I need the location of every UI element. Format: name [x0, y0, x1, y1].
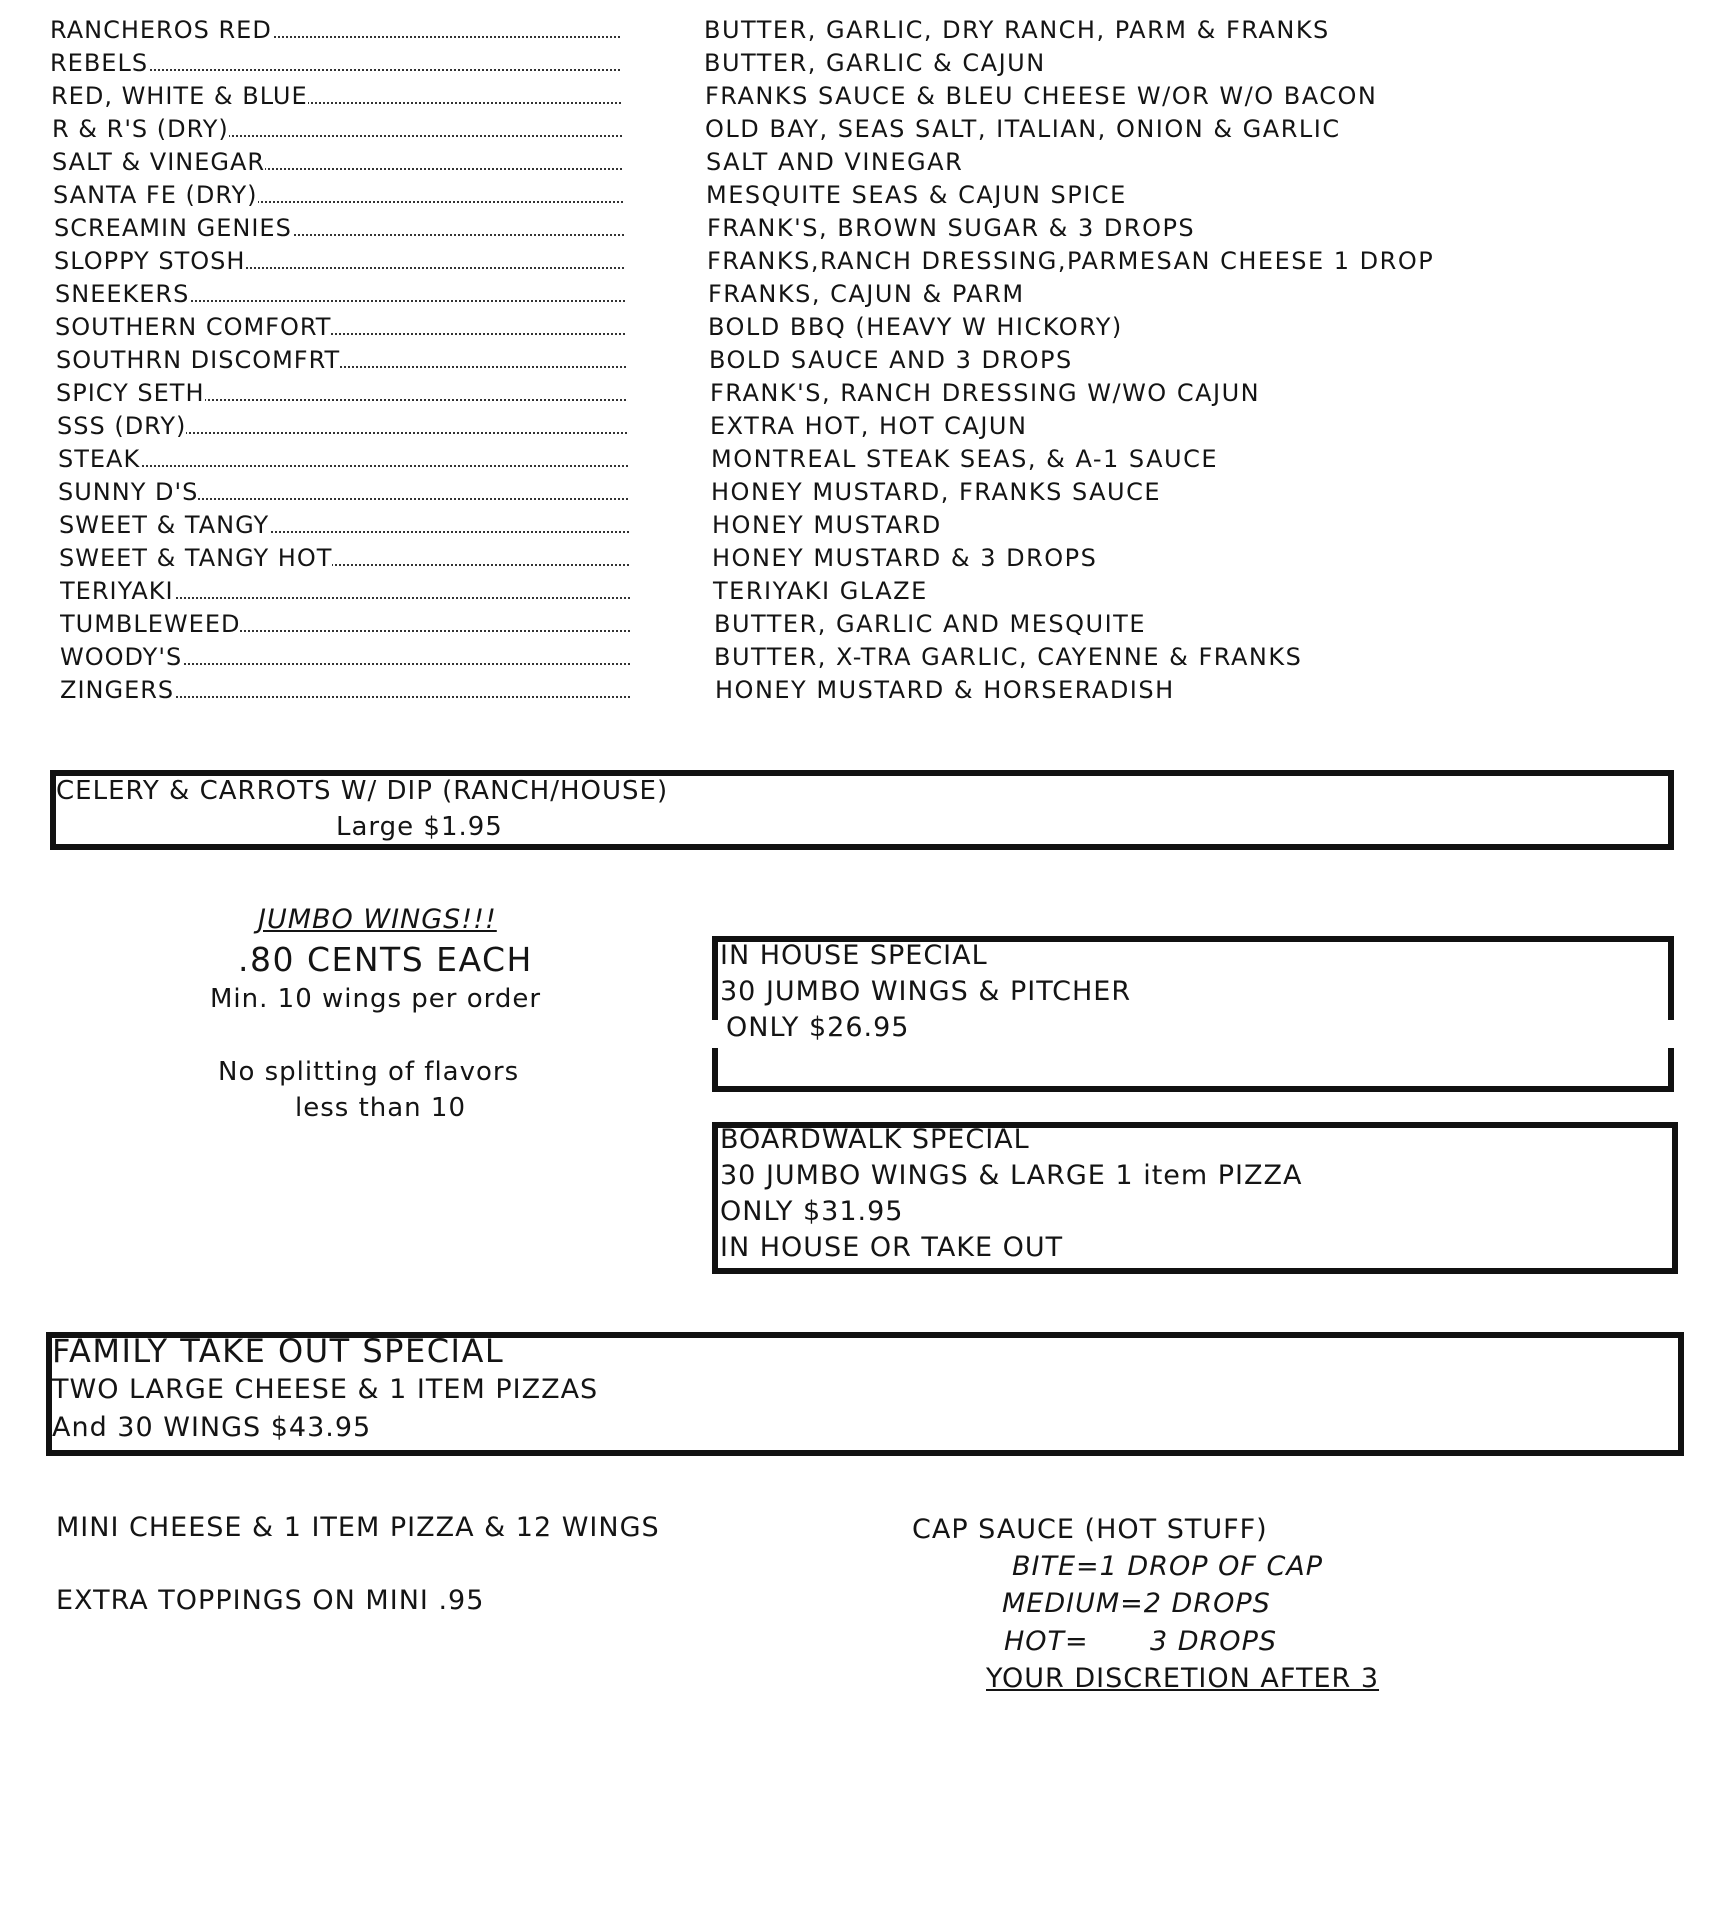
in-house-line-3: ONLY $26.95 — [726, 1012, 910, 1043]
flavor-name — [57, 410, 627, 443]
flavor-row — [0, 608, 1726, 641]
flavor-name-text: SSS (DRY) — [57, 412, 187, 440]
flavor-name-text: SLOPPY STOSH — [54, 247, 246, 275]
cap-sauce-hot-value: 3 DROPS — [1150, 1626, 1277, 1657]
flavor-row — [0, 674, 1726, 707]
flavor-row — [0, 641, 1726, 674]
in-house-line-2: 30 JUMBO WINGS & PITCHER — [720, 976, 1132, 1007]
flavor-name-text: TERIYAKI — [60, 577, 174, 605]
dot-leader — [58, 465, 628, 467]
flavor-name-text: WOODY'S — [60, 643, 183, 671]
flavor-description: BUTTER, X-TRA GARLIC, CAYENNE & FRANKS — [714, 643, 1303, 671]
flavor-description: EXTRA HOT, HOT CAJUN — [710, 412, 1028, 440]
flavor-name — [56, 377, 626, 410]
flavor-name — [50, 47, 620, 80]
flavor-description: MESQUITE SEAS & CAJUN SPICE — [706, 181, 1127, 209]
flavor-description: BUTTER, GARLIC AND MESQUITE — [714, 610, 1146, 638]
flavor-name — [59, 542, 629, 575]
flavor-description: SALT AND VINEGAR — [706, 148, 964, 176]
flavor-description: FRANKS,RANCH DRESSING,PARMESAN CHEESE 1 DROP — [707, 247, 1435, 275]
jumbo-wings-min: Min. 10 wings per order — [210, 984, 542, 1014]
cap-sauce-bite: BITE=1 DROP OF CAP — [1012, 1551, 1324, 1582]
flavor-row — [0, 245, 1726, 278]
flavor-name — [52, 146, 622, 179]
cap-sauce-discretion: YOUR DISCRETION AFTER 3 — [986, 1663, 1380, 1694]
flavor-description: FRANKS, CAJUN & PARM — [708, 280, 1025, 308]
jumbo-wings-note-2: less than 10 — [295, 1093, 467, 1123]
flavor-description: MONTREAL STEAK SEAS, & A-1 SAUCE — [711, 445, 1218, 473]
flavor-name-text: SCREAMIN GENIES — [54, 214, 292, 242]
flavor-row — [0, 542, 1726, 575]
flavor-row — [0, 344, 1726, 377]
flavor-description: BUTTER, GARLIC & CAJUN — [704, 49, 1046, 77]
mini-extra-toppings-line: EXTRA TOPPINGS ON MINI .95 — [56, 1585, 485, 1616]
flavor-name — [60, 674, 630, 707]
flavor-description: HONEY MUSTARD, FRANKS SAUCE — [711, 478, 1162, 506]
flavor-name-text: SOUTHRN DISCOMFRT — [56, 346, 341, 374]
family-line-3: And 30 WINGS $43.95 — [52, 1412, 372, 1443]
flavor-row — [0, 179, 1726, 212]
flavor-description: BOLD SAUCE AND 3 DROPS — [709, 346, 1073, 374]
in-house-special-box — [712, 936, 1674, 1092]
flavor-name — [59, 509, 629, 542]
mini-pizza-line: MINI CHEESE & 1 ITEM PIZZA & 12 WINGS — [56, 1512, 660, 1543]
flavor-name-text: R & R'S (DRY) — [52, 115, 229, 143]
jumbo-wings-price: .80 CENTS EACH — [238, 940, 533, 979]
flavor-row — [0, 47, 1726, 80]
flavor-row — [0, 311, 1726, 344]
flavor-name — [55, 278, 625, 311]
flavor-name-text: REBELS — [50, 49, 149, 77]
boardwalk-line-2: 30 JUMBO WINGS & LARGE 1 item PIZZA — [720, 1160, 1303, 1191]
flavor-name — [60, 641, 630, 674]
flavor-name-text: SALT & VINEGAR — [52, 148, 266, 176]
celery-line-1: CELERY & CARROTS W/ DIP (RANCH/HOUSE) — [56, 776, 669, 806]
flavor-description: HONEY MUSTARD & 3 DROPS — [712, 544, 1098, 572]
flavor-name — [60, 575, 630, 608]
jumbo-wings-note-1: No splitting of flavors — [218, 1057, 520, 1087]
flavor-name-text: RANCHEROS RED — [50, 16, 272, 44]
flavor-name-text: SWEET & TANGY HOT — [59, 544, 333, 572]
flavor-name — [60, 608, 630, 641]
boardwalk-line-1: BOARDWALK SPECIAL — [720, 1124, 1030, 1155]
celery-line-2: Large $1.95 — [336, 812, 503, 842]
flavor-row — [0, 212, 1726, 245]
family-line-2: TWO LARGE CHEESE & 1 ITEM PIZZAS — [52, 1374, 599, 1405]
family-special-box — [46, 1332, 1684, 1456]
flavor-name — [50, 14, 620, 47]
cap-sauce-hot-label: HOT= — [1004, 1626, 1089, 1657]
flavor-name-text: SOUTHERN COMFORT — [55, 313, 332, 341]
flavor-description: BOLD BBQ (HEAVY W HICKORY) — [708, 313, 1123, 341]
in-house-line-1: IN HOUSE SPECIAL — [720, 940, 988, 971]
flavor-description: HONEY MUSTARD — [712, 511, 942, 539]
flavor-description: BUTTER, GARLIC, DRY RANCH, PARM & FRANKS — [704, 16, 1330, 44]
cap-sauce-title: CAP SAUCE (HOT STUFF) — [912, 1514, 1268, 1545]
flavor-row — [0, 443, 1726, 476]
flavor-name — [54, 245, 624, 278]
flavor-name — [53, 179, 623, 212]
flavor-row — [0, 113, 1726, 146]
flavor-name — [58, 443, 628, 476]
flavor-description: OLD BAY, SEAS SALT, ITALIAN, ONION & GARLIC — [705, 115, 1341, 143]
flavor-name-text: STEAK — [58, 445, 141, 473]
flavor-name-text: ZINGERS — [60, 676, 175, 704]
flavor-name — [58, 476, 628, 509]
flavor-description: TERIYAKI GLAZE — [713, 577, 928, 605]
boardwalk-line-4: IN HOUSE OR TAKE OUT — [720, 1232, 1064, 1263]
flavor-row — [0, 80, 1726, 113]
flavor-row — [0, 476, 1726, 509]
flavor-row — [0, 278, 1726, 311]
flavor-name — [54, 212, 624, 245]
flavor-row — [0, 410, 1726, 443]
flavor-name — [56, 344, 626, 377]
flavor-name — [52, 113, 622, 146]
flavor-row — [0, 146, 1726, 179]
flavor-name — [51, 80, 621, 113]
flavor-description: FRANKS SAUCE & BLEU CHEESE W/OR W/O BACON — [705, 82, 1378, 110]
flavor-row — [0, 575, 1726, 608]
flavor-name-text: SNEEKERS — [55, 280, 190, 308]
boardwalk-line-3: ONLY $31.95 — [720, 1196, 904, 1227]
celery-carrots-box — [50, 770, 1674, 850]
flavor-list — [0, 14, 1726, 707]
family-line-1: FAMILY TAKE OUT SPECIAL — [52, 1332, 505, 1370]
flavor-name — [55, 311, 625, 344]
flavor-row — [0, 14, 1726, 47]
flavor-description: FRANK'S, RANCH DRESSING W/WO CAJUN — [710, 379, 1261, 407]
boardwalk-special-box — [712, 1122, 1678, 1274]
flavor-description: FRANK'S, BROWN SUGAR & 3 DROPS — [707, 214, 1196, 242]
flavor-description: HONEY MUSTARD & HORSERADISH — [715, 676, 1175, 704]
flavor-row — [0, 509, 1726, 542]
flavor-name-text: SUNNY D'S — [58, 478, 199, 506]
flavor-name-text: SANTA FE (DRY) — [53, 181, 258, 209]
flavor-name-text: TUMBLEWEED — [60, 610, 241, 638]
flavor-name-text: SPICY SETH — [56, 379, 205, 407]
flavor-name-text: RED, WHITE & BLUE — [51, 82, 308, 110]
flavor-name-text: SWEET & TANGY — [59, 511, 270, 539]
cap-sauce-medium: MEDIUM=2 DROPS — [1002, 1588, 1271, 1619]
jumbo-wings-title: JUMBO WINGS!!! — [258, 904, 497, 935]
flavor-row — [0, 377, 1726, 410]
